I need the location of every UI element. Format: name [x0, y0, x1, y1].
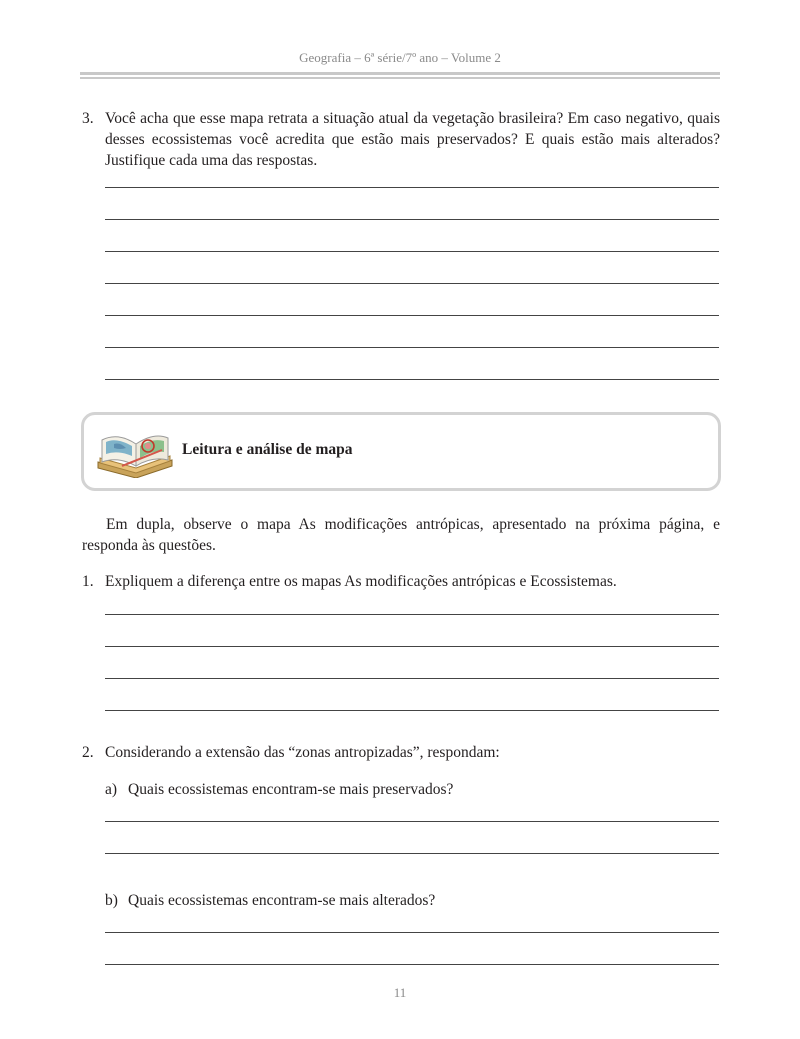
- question-2-text: Considerando a extensão das “zonas antropizadas”, respondam:: [105, 744, 500, 761]
- answer-line[interactable]: [105, 187, 719, 188]
- answer-line[interactable]: [105, 853, 719, 854]
- page-number: 11: [393, 985, 407, 1000]
- item-b-text: Quais ecossistemas encontram-se mais alterados?: [128, 892, 436, 909]
- section-box: [81, 412, 721, 491]
- answer-line[interactable]: [105, 251, 719, 252]
- answer-line[interactable]: [105, 932, 719, 933]
- item-a-text: Quais ecossistemas encontram-se mais preservados?: [128, 781, 454, 798]
- question-3-number: 3.: [82, 110, 94, 127]
- answer-line[interactable]: [105, 646, 719, 647]
- answer-line[interactable]: [105, 283, 719, 284]
- question-1-text: Expliquem a diferença entre os mapas As modificações antrópicas e Ecossistemas.: [105, 573, 617, 590]
- question-2-number: 2.: [82, 744, 94, 761]
- question-3-text: Você acha que esse mapa retrata a situação atual da vegetação brasileira? Em caso negativo, quais desses ecossistemas você acredita que estão mais preservados? E quais estão mais alterados? Justifique cada uma das respostas.: [105, 110, 720, 169]
- answer-line[interactable]: [105, 614, 719, 615]
- answer-line[interactable]: [105, 347, 719, 348]
- header-rule: [80, 72, 720, 75]
- answer-line[interactable]: [105, 379, 719, 380]
- answer-line[interactable]: [105, 710, 719, 711]
- answer-line[interactable]: [105, 678, 719, 679]
- book-icon: [92, 422, 176, 478]
- question-1-number: 1.: [82, 573, 94, 590]
- answer-line[interactable]: [105, 219, 719, 220]
- section-title: Leitura e análise de mapa: [182, 441, 353, 458]
- header-rule-secondary: [80, 77, 720, 79]
- answer-line[interactable]: [105, 821, 719, 822]
- answer-line[interactable]: [105, 964, 719, 965]
- intro-paragraph: Em dupla, observe o mapa As modificações antrópicas, apresentado na próxima página, e responda às questões.: [82, 516, 720, 554]
- item-a-label: a): [105, 781, 118, 798]
- running-header: Geografia – 6ª série/7º ano – Volume 2: [299, 50, 501, 65]
- answer-line[interactable]: [105, 315, 719, 316]
- item-b-label: b): [105, 892, 118, 909]
